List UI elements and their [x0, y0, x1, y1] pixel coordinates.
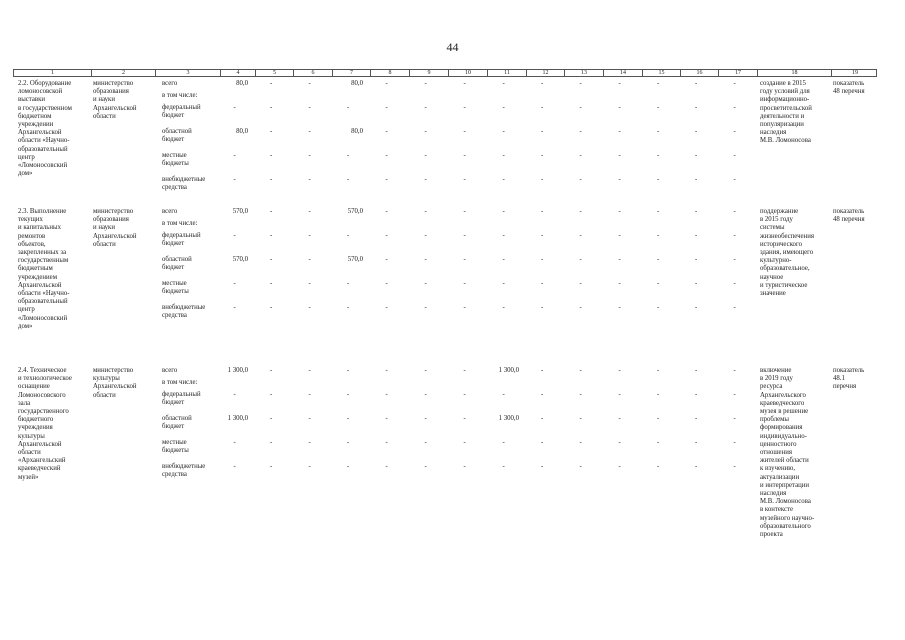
cell-dash: -: [541, 176, 544, 183]
cell-dash: -: [424, 80, 427, 87]
cell-dash: -: [733, 304, 736, 311]
cell-dash: -: [463, 367, 466, 374]
source-local-label: местные бюджеты: [162, 152, 189, 168]
cell-dash: -: [657, 439, 660, 446]
cell-dash: -: [695, 104, 698, 111]
source-extra-label: внебюджетные средства: [162, 463, 206, 479]
cell-dash: -: [695, 80, 698, 87]
cell-dash: -: [233, 176, 236, 183]
cell-dash: -: [233, 104, 236, 111]
cell-dash: -: [733, 104, 736, 111]
cell-dash: -: [385, 463, 388, 470]
cell-dash: -: [308, 367, 311, 374]
cell-dash: -: [463, 391, 466, 398]
header-cell-4: 4: [220, 70, 255, 77]
cell-dash: -: [385, 208, 388, 215]
cell-value: 80,0: [351, 80, 363, 87]
source-regional-label: областной бюджет: [162, 415, 192, 431]
cell-dash: -: [618, 104, 621, 111]
cell-dash: -: [733, 128, 736, 135]
cell-dash: -: [618, 256, 621, 263]
cell-dash: -: [541, 439, 544, 446]
cell-dash: -: [308, 152, 311, 159]
source-local-label: местные бюджеты: [162, 439, 189, 455]
cell-dash: -: [695, 208, 698, 215]
cell-dash: -: [502, 176, 505, 183]
header-cell-16: 16: [680, 70, 718, 77]
source-regional-label: областной бюджет: [162, 128, 192, 144]
cell-dash: -: [733, 439, 736, 446]
cell-dash: -: [579, 439, 582, 446]
header-cell-2: 2: [91, 70, 155, 77]
cell-dash: -: [733, 280, 736, 287]
header-cell-10: 10: [448, 70, 487, 77]
header-cell-14: 14: [603, 70, 642, 77]
cell-dash: -: [308, 463, 311, 470]
cell-dash: -: [502, 463, 505, 470]
cell-dash: -: [463, 176, 466, 183]
cell-value: 1 300,0: [227, 415, 248, 422]
cell-dash: -: [424, 463, 427, 470]
cell-dash: -: [657, 463, 660, 470]
cell-dash: -: [541, 415, 544, 422]
source-extra-label: внебюджетные средства: [162, 304, 206, 320]
header-cell-19: 19: [831, 70, 878, 77]
cell-value: 570,0: [232, 256, 248, 263]
cell-dash: -: [385, 232, 388, 239]
header-cell-12: 12: [526, 70, 564, 77]
source-extra-label: внебюджетные средства: [162, 176, 206, 192]
cell-dash: -: [733, 367, 736, 374]
cell-dash: -: [308, 391, 311, 398]
cell-value: 1 300,0: [498, 415, 519, 422]
activity-name: 2.4. Техническое и технологическое оснащение Ломоносовского зала государственного бюджетного учреждения культуры Архангельской области «Архангельский краеведческий музей»: [18, 367, 72, 481]
cell-dash: -: [270, 208, 273, 215]
cell-dash: -: [347, 152, 350, 159]
cell-dash: -: [233, 280, 236, 287]
cell-dash: -: [695, 304, 698, 311]
cell-dash: -: [463, 128, 466, 135]
cell-dash: -: [502, 104, 505, 111]
cell-dash: -: [541, 367, 544, 374]
cell-dash: -: [502, 232, 505, 239]
source-regional-label: областной бюджет: [162, 256, 192, 272]
table-header-row: [13, 69, 877, 77]
cell-dash: -: [424, 439, 427, 446]
cell-dash: -: [618, 304, 621, 311]
source-including-label: в том числе:: [162, 92, 198, 99]
cell-dash: -: [233, 304, 236, 311]
cell-dash: -: [347, 463, 350, 470]
cell-dash: -: [347, 232, 350, 239]
cell-dash: -: [463, 415, 466, 422]
cell-dash: -: [579, 415, 582, 422]
cell-value: 80,0: [236, 80, 248, 87]
cell-dash: -: [579, 104, 582, 111]
cell-dash: -: [541, 104, 544, 111]
cell-dash: -: [308, 128, 311, 135]
cell-dash: -: [233, 463, 236, 470]
cell-dash: -: [308, 256, 311, 263]
cell-dash: -: [424, 128, 427, 135]
cell-dash: -: [541, 208, 544, 215]
cell-dash: -: [695, 152, 698, 159]
cell-dash: -: [463, 463, 466, 470]
cell-dash: -: [657, 176, 660, 183]
cell-dash: -: [541, 80, 544, 87]
cell-dash: -: [695, 256, 698, 263]
cell-dash: -: [424, 104, 427, 111]
cell-dash: -: [502, 304, 505, 311]
cell-dash: -: [385, 439, 388, 446]
cell-dash: -: [502, 256, 505, 263]
cell-dash: -: [270, 104, 273, 111]
cell-dash: -: [463, 208, 466, 215]
cell-dash: -: [463, 104, 466, 111]
cell-dash: -: [424, 176, 427, 183]
cell-dash: -: [579, 367, 582, 374]
cell-dash: -: [579, 80, 582, 87]
cell-dash: -: [618, 128, 621, 135]
source-total-label: всего: [162, 208, 178, 215]
cell-dash: -: [463, 439, 466, 446]
page-number: 44: [446, 40, 459, 54]
cell-dash: -: [733, 391, 736, 398]
cell-dash: -: [541, 280, 544, 287]
expected-result: поддержание в 2015 году системы жизнеобеспечения исторического здания, имеющего культурно- образовательное, научное и туристическое значение: [760, 208, 814, 298]
cell-dash: -: [541, 128, 544, 135]
cell-dash: -: [385, 256, 388, 263]
cell-dash: -: [618, 463, 621, 470]
cell-dash: -: [463, 232, 466, 239]
cell-dash: -: [308, 176, 311, 183]
header-cell-8: 8: [370, 70, 409, 77]
cell-dash: -: [308, 80, 311, 87]
cell-dash: -: [657, 367, 660, 374]
executor: министерство образования и науки Архангельской области: [93, 208, 137, 248]
header-cell-13: 13: [564, 70, 603, 77]
cell-dash: -: [385, 80, 388, 87]
cell-dash: -: [463, 80, 466, 87]
cell-value: 570,0: [347, 256, 363, 263]
cell-dash: -: [270, 439, 273, 446]
cell-dash: -: [308, 280, 311, 287]
cell-dash: -: [424, 367, 427, 374]
cell-dash: -: [270, 256, 273, 263]
header-cell-9: 9: [409, 70, 448, 77]
cell-dash: -: [385, 415, 388, 422]
cell-dash: -: [385, 152, 388, 159]
header-cell-15: 15: [642, 70, 680, 77]
cell-dash: -: [233, 152, 236, 159]
cell-dash: -: [657, 415, 660, 422]
cell-dash: -: [695, 367, 698, 374]
header-cell-18: 18: [757, 70, 831, 77]
cell-dash: -: [502, 152, 505, 159]
cell-dash: -: [657, 152, 660, 159]
cell-dash: -: [463, 280, 466, 287]
cell-dash: -: [502, 80, 505, 87]
cell-dash: -: [618, 80, 621, 87]
cell-dash: -: [657, 280, 660, 287]
cell-dash: -: [618, 391, 621, 398]
cell-dash: -: [347, 391, 350, 398]
cell-dash: -: [270, 367, 273, 374]
cell-value: 570,0: [347, 208, 363, 215]
cell-dash: -: [618, 176, 621, 183]
cell-dash: -: [502, 280, 505, 287]
cell-dash: -: [502, 439, 505, 446]
cell-dash: -: [347, 280, 350, 287]
cell-dash: -: [385, 367, 388, 374]
cell-dash: -: [541, 256, 544, 263]
cell-dash: -: [463, 256, 466, 263]
cell-dash: -: [308, 104, 311, 111]
cell-value: 1 300,0: [227, 367, 248, 374]
source-including-label: в том числе:: [162, 220, 198, 227]
cell-dash: -: [733, 80, 736, 87]
cell-dash: -: [347, 304, 350, 311]
cell-dash: -: [733, 463, 736, 470]
cell-dash: -: [733, 232, 736, 239]
cell-dash: -: [541, 152, 544, 159]
expected-result: включение в 2019 году ресурса Архангельского краеведческого музея в решение проблемы формирования индивидуально- ценностного отношения жителей области к изучению, актуализации и интерпретации наследия М.В. Ломоносова в контексте музейного научно- образовательного проекта: [760, 367, 815, 539]
cell-dash: -: [270, 80, 273, 87]
cell-dash: -: [385, 128, 388, 135]
cell-dash: -: [579, 304, 582, 311]
cell-dash: -: [270, 152, 273, 159]
indicator: показатель 48 перечня: [833, 80, 865, 96]
cell-dash: -: [502, 208, 505, 215]
cell-dash: -: [385, 391, 388, 398]
cell-dash: -: [657, 304, 660, 311]
cell-dash: -: [424, 256, 427, 263]
source-federal-label: федеральный бюджет: [162, 391, 201, 407]
cell-dash: -: [733, 256, 736, 263]
cell-dash: -: [233, 439, 236, 446]
cell-dash: -: [385, 104, 388, 111]
cell-dash: -: [308, 232, 311, 239]
activity-name: 2.3. Выполнение текущих и капитальных ремонтов объектов, закрепленных за государственным бюджетным учреждением Архангельской области «Научно- образовательный центр «Ломоносовский дом»: [18, 208, 70, 330]
cell-dash: -: [579, 152, 582, 159]
cell-dash: -: [579, 128, 582, 135]
cell-dash: -: [618, 280, 621, 287]
cell-dash: -: [695, 463, 698, 470]
cell-dash: -: [579, 176, 582, 183]
cell-dash: -: [424, 391, 427, 398]
cell-dash: -: [424, 208, 427, 215]
cell-dash: -: [618, 208, 621, 215]
source-including-label: в том числе:: [162, 379, 198, 386]
cell-value: 570,0: [232, 208, 248, 215]
header-cell-7: 7: [332, 70, 370, 77]
cell-dash: -: [657, 128, 660, 135]
cell-dash: -: [541, 391, 544, 398]
cell-dash: -: [463, 152, 466, 159]
cell-dash: -: [618, 367, 621, 374]
cell-dash: -: [733, 152, 736, 159]
header-cell-1: 1: [51, 70, 54, 76]
cell-dash: -: [657, 232, 660, 239]
cell-dash: -: [579, 463, 582, 470]
cell-dash: -: [270, 176, 273, 183]
cell-dash: -: [618, 439, 621, 446]
cell-dash: -: [424, 152, 427, 159]
cell-dash: -: [270, 463, 273, 470]
executor: министерство культуры Архангельской области: [93, 367, 137, 399]
cell-dash: -: [695, 128, 698, 135]
cell-dash: -: [541, 463, 544, 470]
cell-dash: -: [270, 304, 273, 311]
cell-dash: -: [424, 232, 427, 239]
cell-dash: -: [347, 176, 350, 183]
cell-dash: -: [733, 415, 736, 422]
source-federal-label: федеральный бюджет: [162, 104, 201, 120]
cell-dash: -: [463, 304, 466, 311]
cell-dash: -: [695, 232, 698, 239]
cell-dash: -: [733, 176, 736, 183]
source-local-label: местные бюджеты: [162, 280, 189, 296]
cell-dash: -: [657, 391, 660, 398]
cell-dash: -: [579, 232, 582, 239]
cell-dash: -: [579, 208, 582, 215]
indicator: показатель 48 перечня: [833, 208, 865, 224]
cell-dash: -: [541, 304, 544, 311]
cell-dash: -: [385, 304, 388, 311]
header-cell-11: 11: [487, 70, 526, 77]
cell-dash: -: [347, 439, 350, 446]
cell-dash: -: [347, 367, 350, 374]
source-total-label: всего: [162, 367, 178, 374]
header-cell-17: 17: [718, 70, 757, 77]
cell-dash: -: [233, 232, 236, 239]
cell-dash: -: [695, 415, 698, 422]
cell-dash: -: [270, 415, 273, 422]
cell-dash: -: [424, 280, 427, 287]
cell-dash: -: [385, 176, 388, 183]
cell-dash: -: [657, 256, 660, 263]
cell-dash: -: [618, 232, 621, 239]
cell-dash: -: [270, 391, 273, 398]
cell-value: 1 300,0: [498, 367, 519, 374]
cell-dash: -: [695, 280, 698, 287]
cell-dash: -: [347, 415, 350, 422]
header-cell-6: 6: [293, 70, 332, 77]
cell-dash: -: [733, 208, 736, 215]
cell-value: 80,0: [351, 128, 363, 135]
cell-dash: -: [502, 391, 505, 398]
cell-dash: -: [270, 280, 273, 287]
cell-dash: -: [657, 104, 660, 111]
cell-dash: -: [424, 415, 427, 422]
cell-dash: -: [618, 415, 621, 422]
cell-dash: -: [695, 439, 698, 446]
cell-dash: -: [541, 232, 544, 239]
source-total-label: всего: [162, 80, 178, 87]
header-cell-3: 3: [155, 70, 220, 77]
cell-dash: -: [233, 391, 236, 398]
cell-dash: -: [502, 128, 505, 135]
activity-name: 2.2. Оборудование ломоносовской выставки в государственном бюджетном учреждении Архангельской области «Научно- образовательный центр «Ломоносовский дом»: [18, 80, 72, 178]
cell-dash: -: [270, 128, 273, 135]
source-federal-label: федеральный бюджет: [162, 232, 201, 248]
cell-dash: -: [695, 176, 698, 183]
cell-dash: -: [618, 152, 621, 159]
expected-result: создание в 2015 году условий для информационно- просветительской деятельности и популяризации наследия М.В. Ломоносова: [760, 80, 812, 145]
cell-dash: -: [695, 391, 698, 398]
executor: министерство образования и науки Архангельской области: [93, 80, 137, 120]
indicator: показатель 48.1 перечня: [833, 367, 865, 391]
cell-dash: -: [347, 104, 350, 111]
cell-dash: -: [308, 304, 311, 311]
header-cell-5: 5: [255, 70, 293, 77]
cell-dash: -: [657, 208, 660, 215]
cell-dash: -: [579, 256, 582, 263]
cell-dash: -: [385, 280, 388, 287]
cell-dash: -: [308, 439, 311, 446]
cell-dash: -: [579, 280, 582, 287]
cell-dash: -: [270, 232, 273, 239]
cell-dash: -: [308, 208, 311, 215]
cell-dash: -: [657, 80, 660, 87]
cell-dash: -: [579, 391, 582, 398]
cell-dash: -: [424, 304, 427, 311]
cell-value: 80,0: [236, 128, 248, 135]
cell-dash: -: [308, 415, 311, 422]
